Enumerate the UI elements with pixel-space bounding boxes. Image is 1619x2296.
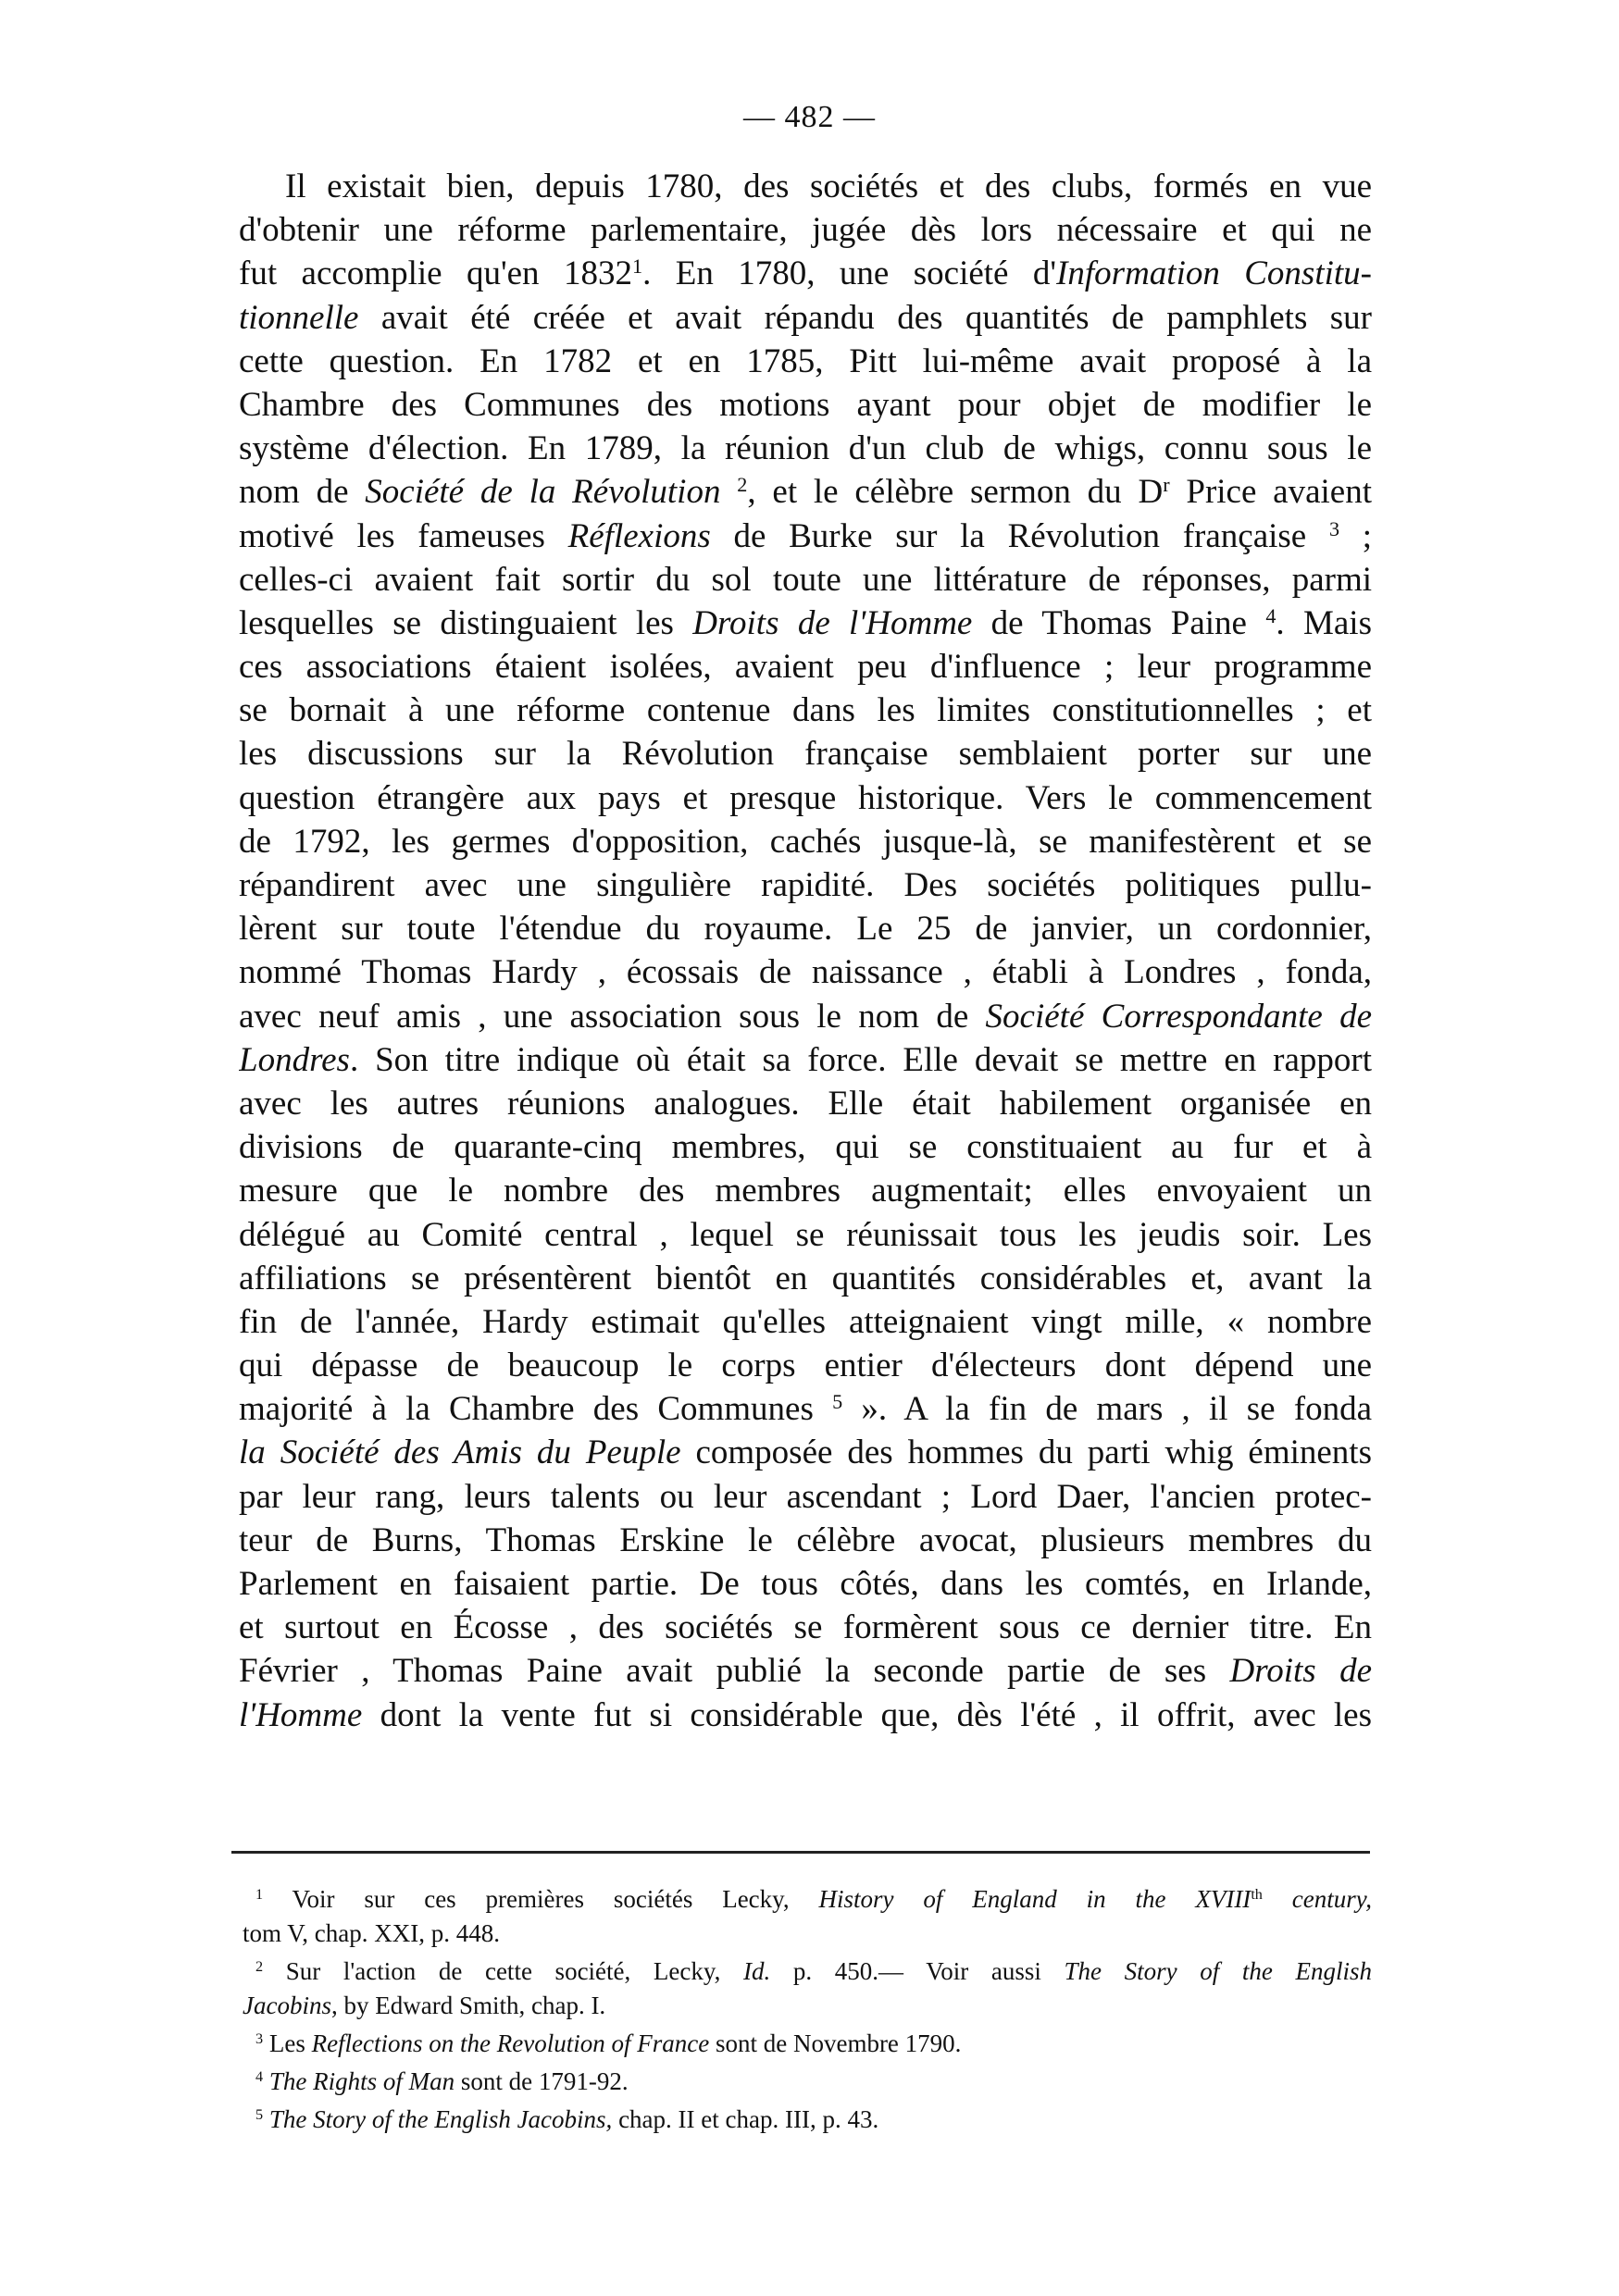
text-line	[239, 1125, 1372, 1169]
text-run: de Thomas Paine	[972, 603, 1266, 642]
text-line	[239, 950, 1372, 994]
footnote-marker: 4	[255, 2068, 264, 2086]
italic-text: tionnelle	[239, 298, 359, 337]
text-line	[239, 1475, 1372, 1519]
text-run: majorité à la Chambre des Communes	[239, 1390, 833, 1429]
text-run: . En 1780, une société d'	[642, 254, 1057, 293]
text-line	[239, 1431, 1372, 1474]
text-run: question étrangère aux pays et presque historique. Vers le commencement	[239, 778, 1372, 817]
italic-text: The Story of the English	[1064, 1957, 1372, 1985]
text-line	[239, 383, 1372, 427]
footnote-marker: 1	[255, 1886, 264, 1904]
text-run: . Son titre indique où était sa force. Elle devait se mettre en rapport	[349, 1040, 1372, 1079]
text-line	[239, 645, 1372, 689]
text-line	[239, 515, 1372, 558]
page-number: — 482 —	[743, 100, 876, 134]
italic-text: Id.	[743, 1957, 771, 1985]
text-run: divisions de quarante-cinq membres, qui se constituaient au fur et à	[239, 1128, 1372, 1167]
text-line	[239, 1213, 1372, 1257]
text-run: motivé les fameuses	[239, 516, 568, 555]
text-line	[239, 1649, 1372, 1693]
footnote-line	[243, 1955, 1372, 1989]
text-run: mesure que le nombre des membres augmentait; elles envoyaient un	[239, 1172, 1372, 1210]
text-line	[239, 907, 1372, 950]
text-run: système d'élection. En 1789, la réunion d'un club de whigs, connu sous le	[239, 429, 1372, 468]
text-run: sont de Novembre 1790.	[709, 2029, 962, 2057]
footnote-marker: 4	[1265, 603, 1277, 627]
footnote-line	[243, 1882, 1372, 1917]
italic-text: Information Constitu-	[1056, 254, 1372, 293]
text-line	[239, 1082, 1372, 1125]
footnote-marker: 3	[255, 2030, 264, 2048]
text-run: lesquelles se distinguaient les	[239, 603, 693, 642]
text-line	[239, 558, 1372, 602]
text-run: Voir sur ces premières sociétés Lecky,	[263, 1885, 819, 1913]
text-line	[239, 1519, 1372, 1562]
footnote-marker: r	[1163, 473, 1170, 497]
italic-text: The Story of the English Jacobins,	[268, 2105, 613, 2133]
footnote-line	[243, 1989, 1372, 2023]
text-line	[239, 995, 1372, 1038]
text-line	[239, 863, 1372, 907]
text-run: d'obtenir une réforme parlementaire, jugée dès lors nécessaire et qui ne	[239, 211, 1372, 250]
italic-text: Réflexions	[567, 516, 711, 555]
text-line	[239, 1562, 1372, 1606]
text-line	[239, 776, 1372, 820]
italic-text: Jacobins	[243, 1992, 331, 2019]
text-run: qui dépasse de beaucoup le corps entier d'électeurs dont dépend une	[239, 1347, 1372, 1385]
footnote-line	[243, 1917, 1372, 1951]
text-run: nommé Thomas Hardy , écossais de naissance , établi à Londres , fonda,	[239, 953, 1372, 992]
footnote-marker: 3	[1328, 516, 1340, 540]
footnote-line	[243, 2065, 1372, 2099]
italic-text: Londres	[239, 1040, 350, 1079]
text-run: se bornait à une réforme contenue dans les limites constitutionnelles ; et	[239, 691, 1372, 730]
italic-text: century,	[1262, 1885, 1372, 1913]
text-run: chap. II et chap. III, p. 43.	[612, 2105, 879, 2133]
text-run: les discussions sur la Révolution française semblaient porter sur une	[239, 735, 1372, 774]
text-line	[239, 165, 1372, 208]
text-run: composée des hommes du parti whig éminents	[680, 1433, 1372, 1472]
text-run: avec les autres réunions analogues. Elle était habilement organisée en	[239, 1084, 1372, 1123]
text-run: p. 450.— Voir aussi	[770, 1957, 1065, 1985]
text-run: dont la vente fut si considérable que, dès l'été , il offrit, avec les	[362, 1695, 1372, 1734]
text-run: , by Edward Smith, chap. I.	[330, 1992, 606, 2019]
footnote-divider	[231, 1851, 1370, 1854]
text-run: Sur l'action de cette société, Lecky,	[263, 1957, 744, 1985]
footnote-marker: 2	[255, 1958, 264, 1976]
text-run	[263, 2105, 269, 2133]
text-run: délégué au Comité central , lequel se réunissait tous les jeudis soir. Les	[239, 1215, 1372, 1254]
footnote-marker: 5	[255, 2106, 264, 2124]
text-line	[239, 1694, 1372, 1737]
footnote-marker: 2	[737, 473, 748, 497]
italic-text: Société Correspondante de	[985, 997, 1372, 1036]
text-line	[239, 1300, 1372, 1344]
text-line	[239, 1038, 1372, 1082]
text-line	[239, 1344, 1372, 1387]
text-run: cette question. En 1782 et en 1785, Pitt lui-même avait proposé à la	[239, 341, 1372, 380]
footnotes	[243, 1882, 1372, 2137]
italic-text: The Rights of Man	[268, 2067, 455, 2095]
italic-text: Société de la Révolution	[365, 473, 721, 512]
text-line	[239, 1606, 1372, 1649]
text-run: ces associations étaient isolées, avaient peu d'influence ; leur programme	[239, 648, 1372, 687]
text-run: Chambre des Communes des motions ayant pour objet de modifier le	[239, 385, 1372, 424]
text-run: Les	[263, 2029, 312, 2057]
text-run	[720, 473, 737, 511]
italic-text: Reflections on the Revolution of France	[311, 2029, 710, 2057]
footnote-marker: 1	[631, 254, 643, 279]
text-line	[239, 689, 1372, 732]
text-run: , et le célèbre sermon du D	[747, 473, 1164, 512]
text-line	[239, 1387, 1372, 1431]
text-line	[239, 602, 1372, 645]
text-run: avec neuf amis , une association sous le nom de	[239, 997, 986, 1036]
text-line	[239, 340, 1372, 383]
text-run: fin de l'année, Hardy estimait qu'elles atteignaient vingt mille, « nombre	[239, 1302, 1372, 1341]
text-run: Parlement en faisaient partie. De tous côtés, dans les comtés, en Irlande,	[239, 1565, 1372, 1603]
text-run: celles-ci avaient fait sortir du sol toute une littérature de réponses, parmi	[239, 560, 1372, 599]
text-line	[239, 820, 1372, 863]
text-run: sont de 1791-92.	[455, 2067, 629, 2095]
footnote-line	[243, 2103, 1372, 2137]
text-run: affiliations se présentèrent bientôt en quantités considérables et, avant la	[239, 1259, 1372, 1297]
text-line	[239, 208, 1372, 252]
text-run: . Mais	[1276, 603, 1372, 642]
text-run	[263, 2067, 269, 2095]
footnote-marker: th	[1251, 1886, 1263, 1904]
text-line	[239, 427, 1372, 470]
footnote-line	[243, 2027, 1372, 2061]
text-run: Février , Thomas Paine avait publié la seconde partie de ses	[239, 1652, 1230, 1691]
text-run: de 1792, les germes d'opposition, cachés jusque-là, se manifestèrent et se	[239, 822, 1372, 861]
text-run: par leur rang, leurs talents ou leur ascendant ; Lord Daer, l'ancien protec-	[239, 1477, 1372, 1516]
text-run: avait été créée et avait répandu des quantités de pamphlets sur	[358, 298, 1372, 337]
text-line	[239, 296, 1372, 340]
text-run: de Burke sur la Révolution française	[710, 516, 1329, 555]
text-line	[239, 1169, 1372, 1212]
text-run: tom V, chap. XXI, p. 448.	[243, 1919, 500, 1947]
text-line	[239, 470, 1372, 514]
text-run: fut accomplie qu'en 1832	[239, 254, 632, 293]
text-run: Il existait bien, depuis 1780, des sociétés et des clubs, formés en vue	[285, 168, 1372, 205]
italic-text: Droits de	[1229, 1652, 1372, 1691]
text-run: répandirent avec une singulière rapidité. Des sociétés politiques pullu-	[239, 866, 1372, 904]
text-run: Price avaient	[1169, 473, 1372, 512]
italic-text: History of England in the XVIII	[818, 1885, 1252, 1913]
text-line	[239, 732, 1372, 776]
text-run: teur de Burns, Thomas Erskine le célèbre avocat, plusieurs membres du	[239, 1520, 1372, 1559]
text-run: ». A la fin de mars , il se fonda	[842, 1390, 1372, 1429]
italic-text: l'Homme	[239, 1695, 363, 1734]
footnote-marker: 5	[832, 1390, 843, 1414]
text-run: nom de	[239, 473, 366, 512]
text-run: lèrent sur toute l'étendue du royaume. Le 25 de janvier, un cordonnier,	[239, 910, 1372, 949]
text-run: et surtout en Écosse , des sociétés se formèrent sous ce dernier titre. En	[239, 1608, 1372, 1647]
italic-text: la Société des Amis du Peuple	[239, 1433, 681, 1472]
text-line	[239, 1257, 1372, 1300]
body-text	[239, 165, 1372, 1737]
italic-text: Droits de l'Homme	[692, 603, 973, 642]
text-line	[239, 252, 1372, 295]
text-run: ;	[1339, 516, 1372, 555]
